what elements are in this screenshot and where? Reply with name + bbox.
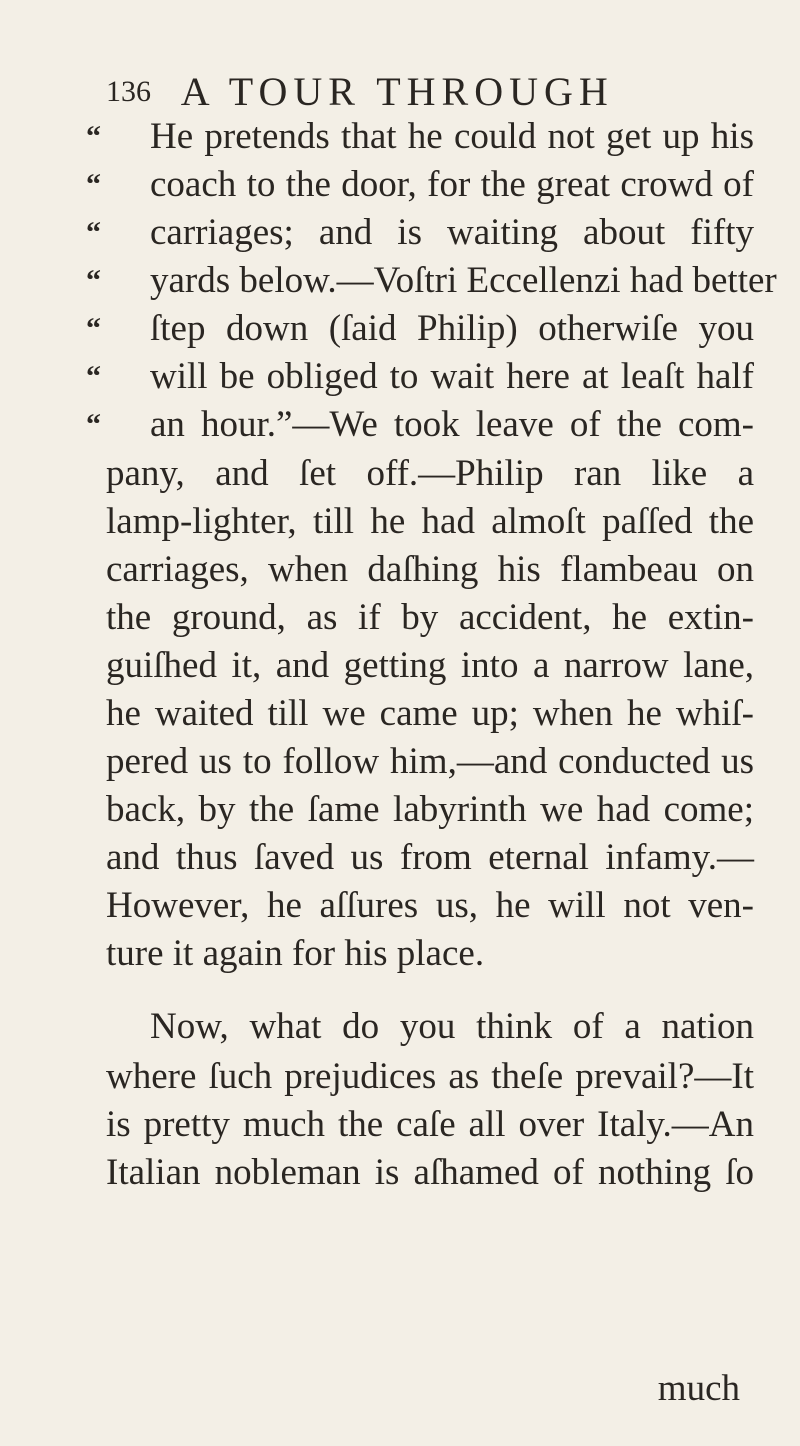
- text-line: will be obliged to wait here at leaſt half: [150, 356, 754, 397]
- quote-mark: “: [86, 168, 101, 201]
- text-line: lamp-lighter, till he had almoſt paſſed the: [106, 501, 754, 542]
- text-line: carriages, when daſhing his flambeau on: [106, 549, 754, 590]
- text-line: and thus ſaved us from eternal infamy.—: [106, 837, 754, 878]
- text-line: guiſhed it, and getting into a narrow lane,: [106, 645, 754, 686]
- quote-mark: “: [86, 264, 101, 297]
- text-line: where ſuch prejudices as theſe prevail?—It: [106, 1056, 754, 1097]
- text-line: he waited till we came up; when he whiſ-: [106, 693, 754, 734]
- running-head: [106, 68, 614, 115]
- text-line: back, by the ſame labyrinth we had come;: [106, 789, 754, 830]
- text-line: Now, what do you think of a nation: [150, 1006, 754, 1047]
- text-line: However, he aſſures us, he will not ven-: [106, 885, 754, 926]
- quote-mark: “: [86, 408, 101, 441]
- running-title: A TOUR THROUGH: [180, 69, 614, 114]
- text-line: pered us to follow him,—and conducted us: [106, 741, 754, 782]
- quote-mark: “: [86, 120, 101, 153]
- text-line: coach to the door, for the great crowd of: [150, 164, 754, 205]
- text-line: ſtep down (ſaid Philip) otherwiſe you: [150, 308, 754, 349]
- text-line: Italian nobleman is aſhamed of nothing ſo: [106, 1152, 754, 1193]
- text-line: pany, and ſet off.—Philip ran like a: [106, 453, 754, 494]
- page-number: 136: [106, 75, 151, 108]
- text-line: is pretty much the caſe all over Italy.—An: [106, 1104, 754, 1145]
- text-line: the ground, as if by accident, he extin-: [106, 597, 754, 638]
- text-line: He pretends that he could not get up his: [150, 116, 754, 157]
- catchword: much: [657, 1368, 740, 1409]
- text-line: yards below.—Voſtri Eccellenzi had better: [150, 260, 777, 301]
- text-line: ture it again for his place.: [106, 933, 485, 974]
- quote-mark: “: [86, 360, 101, 393]
- quote-mark: “: [86, 312, 101, 345]
- text-line: an hour.”—We took leave of the com-: [150, 404, 754, 445]
- text-line: carriages; and is waiting about fifty: [150, 212, 754, 253]
- quote-mark: “: [86, 216, 101, 249]
